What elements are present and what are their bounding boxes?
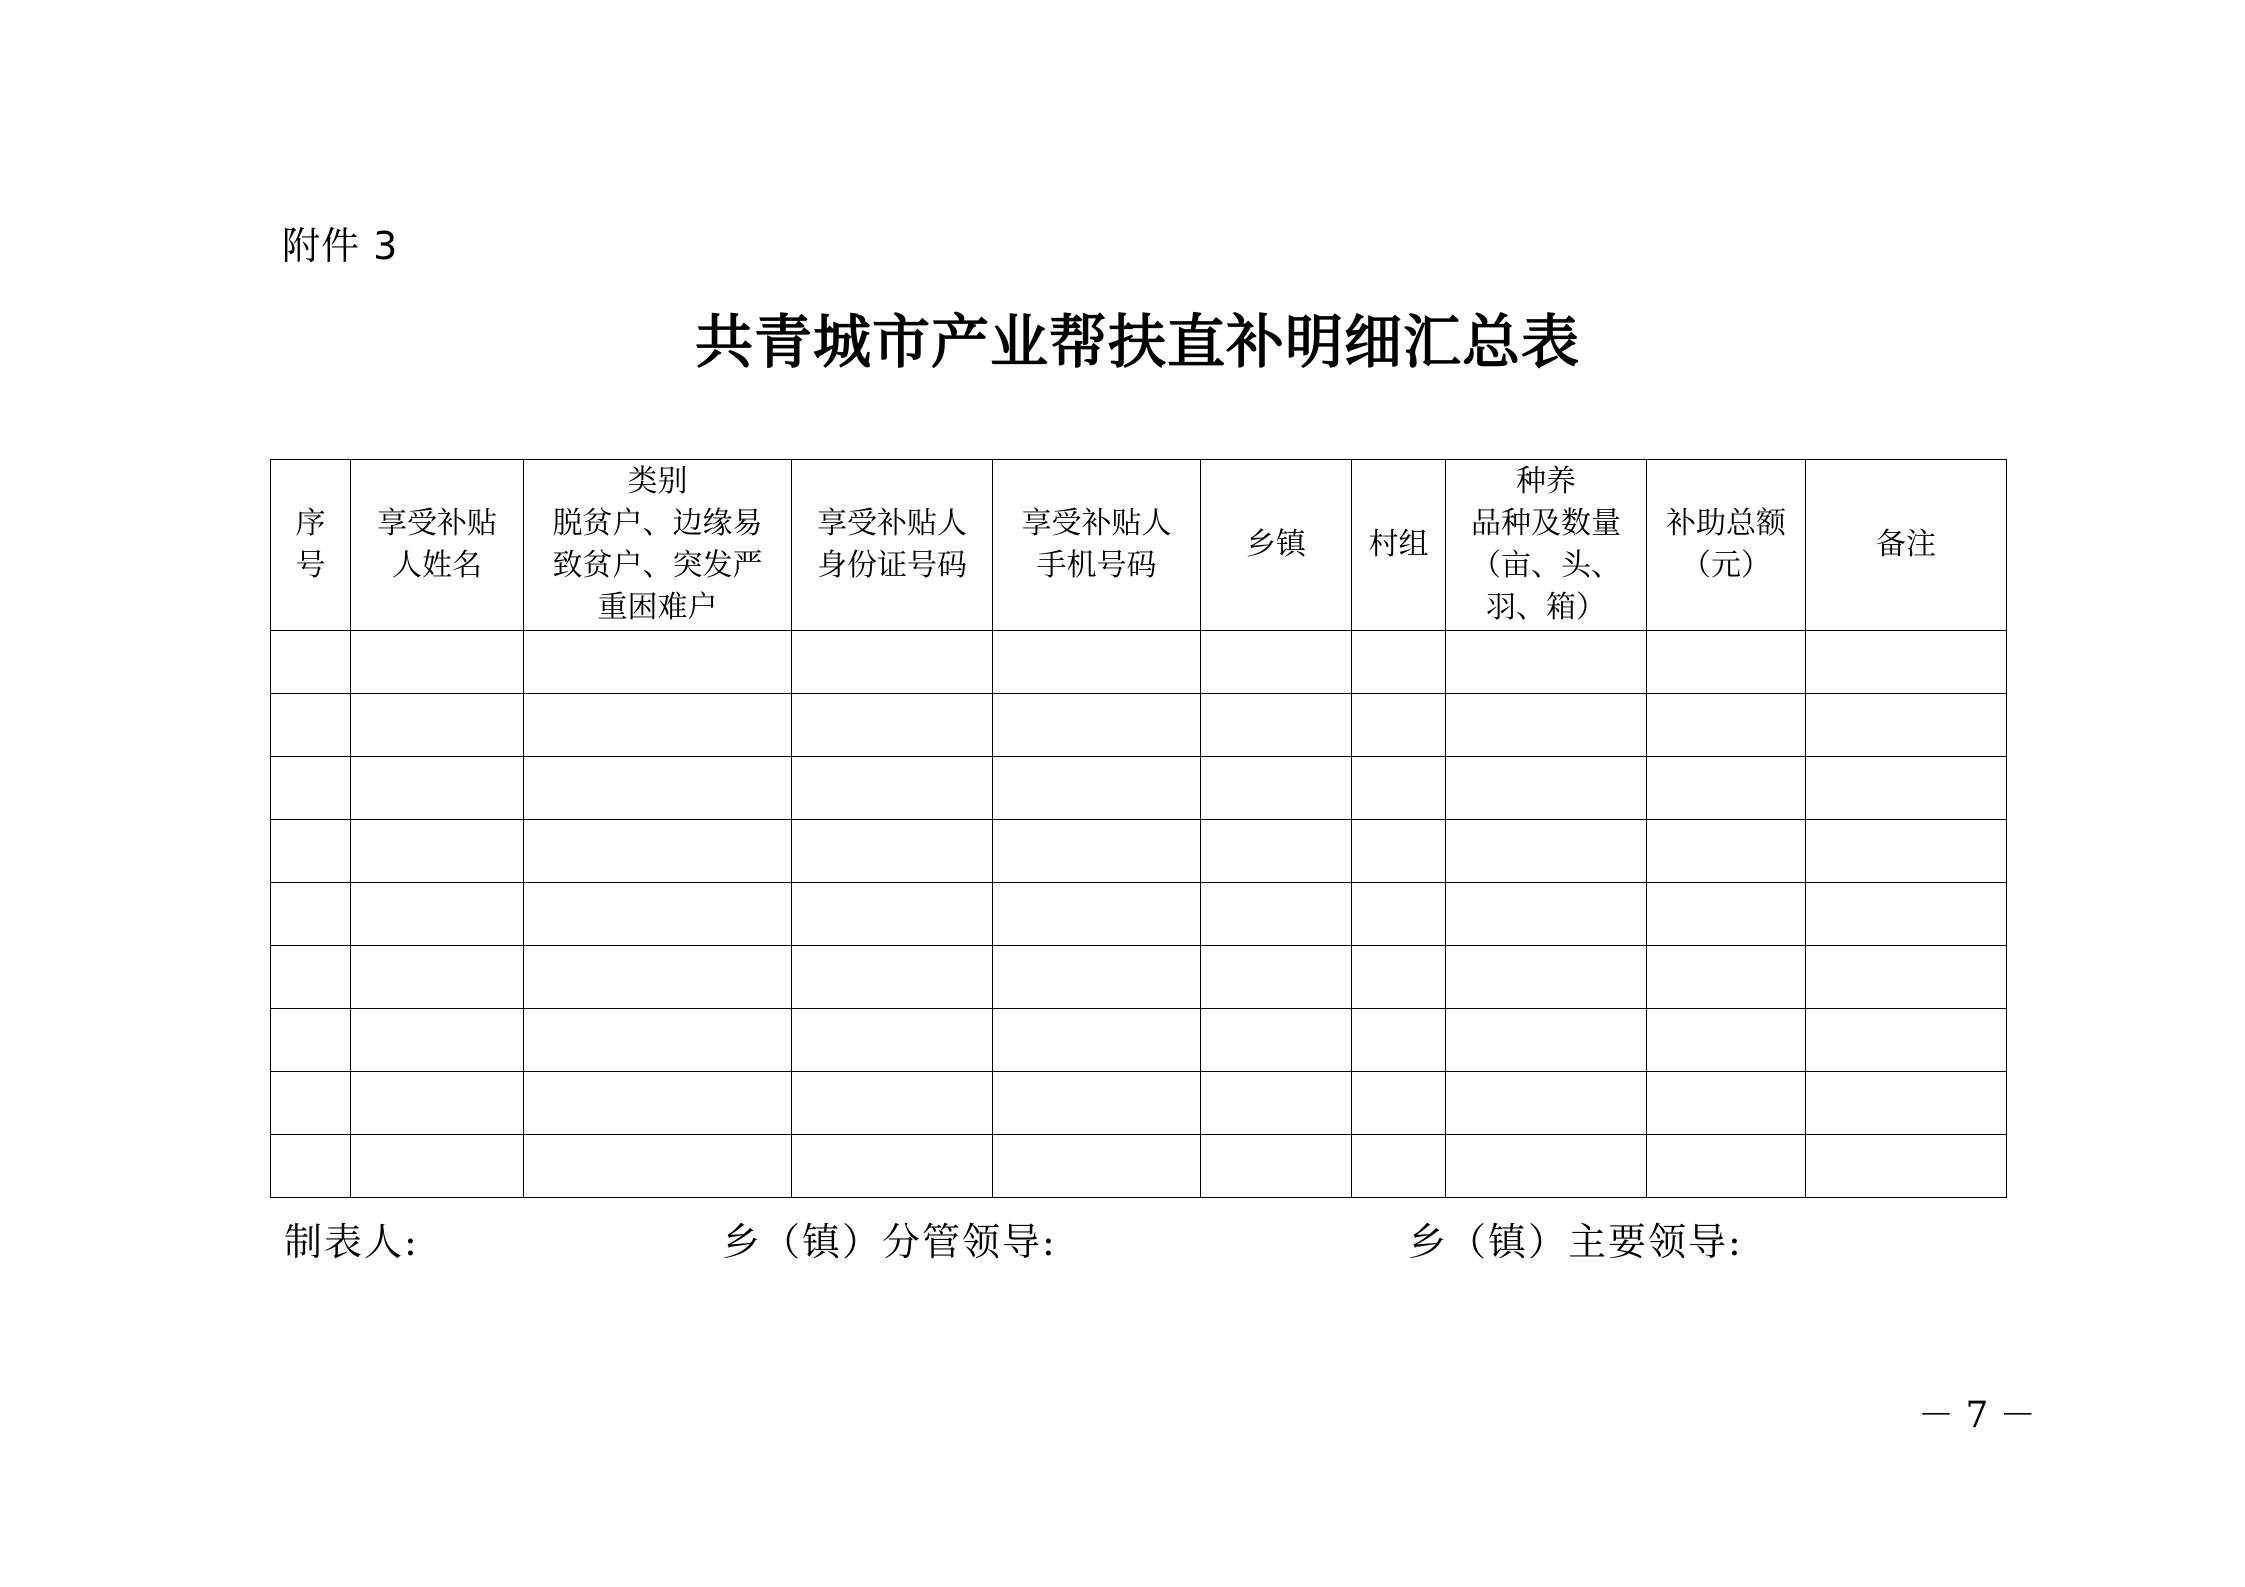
table-cell <box>1352 1072 1446 1135</box>
table-header-row <box>271 460 2007 631</box>
table-cell <box>524 1009 792 1072</box>
table-cell <box>993 1072 1201 1135</box>
table-cell <box>1806 883 2007 946</box>
table-cell <box>1352 883 1446 946</box>
table-cell <box>1201 1009 1352 1072</box>
table-row <box>271 946 2007 1009</box>
table-cell <box>792 694 993 757</box>
table-cell <box>1647 694 1806 757</box>
header-remarks: 备注 <box>1806 460 2007 631</box>
table-cell <box>1647 631 1806 694</box>
table-row <box>271 1135 2007 1198</box>
table-cell <box>792 883 993 946</box>
table-cell <box>1201 820 1352 883</box>
header-phone-number: 享受补贴人 手机号码 <box>993 460 1201 631</box>
table-cell <box>1446 883 1647 946</box>
table-cell <box>351 883 524 946</box>
town-deputy-leader-label: 乡（镇）分管领导: <box>722 1220 1057 1264</box>
table-cell <box>993 820 1201 883</box>
table-cell <box>524 1072 792 1135</box>
table-cell <box>1806 694 2007 757</box>
table-cell <box>271 1009 351 1072</box>
table-cell <box>792 1135 993 1198</box>
table-cell <box>1352 820 1446 883</box>
table-cell <box>1806 1072 2007 1135</box>
table-cell <box>1446 946 1647 1009</box>
page-title: 共青城市产业帮扶直补明细汇总表 <box>694 308 1580 376</box>
table-cell <box>1446 631 1647 694</box>
table-cell <box>1352 946 1446 1009</box>
table-cell <box>524 631 792 694</box>
table-cell <box>1201 631 1352 694</box>
table-cell <box>1647 1135 1806 1198</box>
table-cell <box>792 820 993 883</box>
table-cell <box>1352 694 1446 757</box>
table-row <box>271 631 2007 694</box>
table-cell <box>1806 1009 2007 1072</box>
header-village-group: 村组 <box>1352 460 1446 631</box>
header-subsidy-total: 补助总额 （元） <box>1647 460 1806 631</box>
table-cell <box>1352 1135 1446 1198</box>
table-cell <box>351 946 524 1009</box>
summary-table <box>270 459 2007 1198</box>
table-cell <box>351 820 524 883</box>
table-cell <box>351 631 524 694</box>
table-cell <box>1446 820 1647 883</box>
table-cell <box>993 631 1201 694</box>
table-cell <box>271 883 351 946</box>
table-row <box>271 757 2007 820</box>
table-cell <box>271 1135 351 1198</box>
header-serial-number: 序 号 <box>271 460 351 631</box>
table-cell <box>351 694 524 757</box>
header-id-number: 享受补贴人 身份证号码 <box>792 460 993 631</box>
header-breed-quantity: 种养 品种及数量 （亩、头、 羽、箱） <box>1446 460 1647 631</box>
table-cell <box>1806 631 2007 694</box>
table-cell <box>524 757 792 820</box>
table-cell <box>271 694 351 757</box>
table-cell <box>1647 1072 1806 1135</box>
table-cell <box>271 631 351 694</box>
table-cell <box>993 883 1201 946</box>
header-category: 类别 脱贫户、边缘易 致贫户、突发严 重困难户 <box>524 460 792 631</box>
table-cell <box>1352 1009 1446 1072</box>
table-cell <box>524 694 792 757</box>
table-cell <box>1446 694 1647 757</box>
table-cell <box>993 1009 1201 1072</box>
table-cell <box>1806 820 2007 883</box>
table-cell <box>1647 883 1806 946</box>
table-cell <box>351 1009 524 1072</box>
table-cell <box>792 1072 993 1135</box>
table-cell <box>1647 757 1806 820</box>
table-cell <box>792 1009 993 1072</box>
table-row <box>271 820 2007 883</box>
table-cell <box>1647 946 1806 1009</box>
table-cell <box>1201 1072 1352 1135</box>
table-cell <box>1647 1009 1806 1072</box>
table-row <box>271 1072 2007 1135</box>
table-cell <box>1201 1135 1352 1198</box>
table-cell <box>1201 946 1352 1009</box>
table-cell <box>1446 1072 1647 1135</box>
table-row <box>271 694 2007 757</box>
table-body <box>271 631 2007 1198</box>
table-cell <box>1806 757 2007 820</box>
table-cell <box>1352 631 1446 694</box>
header-recipient-name: 享受补贴 人姓名 <box>351 460 524 631</box>
table-cell <box>1352 757 1446 820</box>
table-cell <box>993 694 1201 757</box>
table-cell <box>1201 694 1352 757</box>
town-main-leader-label: 乡（镇）主要领导: <box>1408 1220 1743 1264</box>
header-township: 乡镇 <box>1201 460 1352 631</box>
table-cell <box>351 1135 524 1198</box>
table-cell <box>792 946 993 1009</box>
table-cell <box>1647 820 1806 883</box>
table-cell <box>271 1072 351 1135</box>
table-cell <box>271 946 351 1009</box>
table-cell <box>271 820 351 883</box>
page-number: － 7 － <box>1918 1395 2036 1436</box>
table-cell <box>993 757 1201 820</box>
attachment-label: 附件 3 <box>282 224 399 268</box>
table-cell <box>524 1135 792 1198</box>
table-cell <box>1446 1135 1647 1198</box>
table-cell <box>271 757 351 820</box>
table-cell <box>792 757 993 820</box>
table-cell <box>524 946 792 1009</box>
table-cell <box>351 757 524 820</box>
table-row <box>271 883 2007 946</box>
table-row <box>271 1009 2007 1072</box>
table-cell <box>1806 946 2007 1009</box>
table-cell <box>1201 757 1352 820</box>
table-cell <box>524 883 792 946</box>
table-cell <box>1201 883 1352 946</box>
table-cell <box>524 820 792 883</box>
table-cell <box>792 631 993 694</box>
table-cell <box>1446 757 1647 820</box>
table-cell <box>1806 1135 2007 1198</box>
table-cell <box>351 1072 524 1135</box>
table-cell <box>1446 1009 1647 1072</box>
table-cell <box>993 1135 1201 1198</box>
preparer-signature-label: 制表人: <box>284 1220 419 1264</box>
table-cell <box>993 946 1201 1009</box>
